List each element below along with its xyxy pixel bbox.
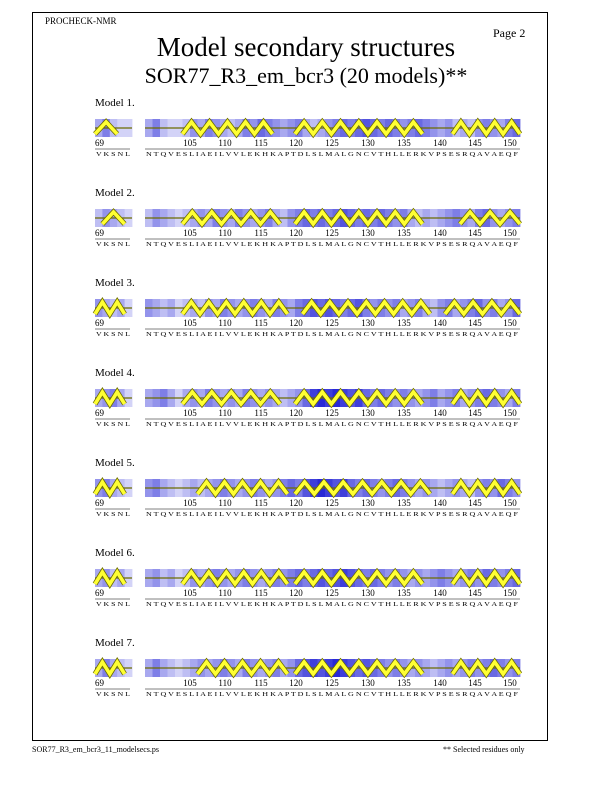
axis-tick-label: 140 <box>433 318 447 328</box>
axis-tick-label: 130 <box>361 408 375 418</box>
axis-tick-label: 140 <box>433 138 447 148</box>
model-label: Model 7. <box>95 637 135 649</box>
model-label: Model 6. <box>95 547 135 559</box>
axis-tick-label: 150 <box>503 498 517 508</box>
residue-sequence-1: V K S N L <box>96 151 131 158</box>
axis-tick-label: 120 <box>289 228 303 238</box>
footer-filename: SOR77_R3_em_bcr3_11_modelsecs.ps <box>32 745 160 754</box>
axis-tick-label: 105 <box>183 408 197 418</box>
axis-start-label: 69 <box>95 138 104 148</box>
axis-tick-label: 125 <box>325 318 339 328</box>
residue-sequence-2: N T Q V E S L I A E I L V V L E K H K A P T D L S L M A L G N C V T H L L E R K V P S E S R Q A V A E Q F <box>146 601 519 608</box>
axis-tick-label: 120 <box>289 138 303 148</box>
axis-start-label: 69 <box>95 408 104 418</box>
axis-tick-label: 150 <box>503 138 517 148</box>
axis-tick-label: 150 <box>503 408 517 418</box>
model-label: Model 1. <box>95 97 135 109</box>
residue-sequence-1: V K S N L <box>96 511 131 518</box>
model-label: Model 2. <box>95 187 135 199</box>
residue-sequence-1: V K S N L <box>96 601 131 608</box>
axis-tick-label: 145 <box>468 138 482 148</box>
axis-tick-label: 145 <box>468 588 482 598</box>
axis-tick-label: 120 <box>289 498 303 508</box>
model-label: Model 5. <box>95 457 135 469</box>
axis-tick-label: 105 <box>183 588 197 598</box>
axis-tick-label: 145 <box>468 228 482 238</box>
axis-tick-label: 120 <box>289 678 303 688</box>
axis-tick-label: 125 <box>325 228 339 238</box>
axis-tick-label: 120 <box>289 408 303 418</box>
axis-tick-label: 135 <box>397 138 411 148</box>
axis-tick-label: 130 <box>361 318 375 328</box>
residue-sequence-1: V K S N L <box>96 241 131 248</box>
axis-tick-label: 135 <box>397 318 411 328</box>
axis-tick-label: 130 <box>361 498 375 508</box>
axis-tick-label: 120 <box>289 588 303 598</box>
model-label: Model 4. <box>95 367 135 379</box>
page-number: Page 2 <box>493 26 526 40</box>
residue-sequence-2: N T Q V E S L I A E I L V V L E K H K A P T D L S L M A L G N C V T H L L E R K V P S E S R Q A V A E Q F <box>146 151 519 158</box>
axis-tick-label: 130 <box>361 588 375 598</box>
axis-tick-label: 115 <box>254 138 268 148</box>
axis-tick-label: 135 <box>397 408 411 418</box>
axis-tick-label: 140 <box>433 408 447 418</box>
residue-sequence-2: N T Q V E S L I A E I L V V L E K H K A P T D L S L M A L G N C V T H L L E R K V P S E S R Q A V A E Q F <box>146 511 519 518</box>
axis-tick-label: 135 <box>397 498 411 508</box>
footer-note: ** Selected residues only <box>443 745 525 754</box>
axis-start-label: 69 <box>95 318 104 328</box>
axis-tick-label: 140 <box>433 228 447 238</box>
axis-tick-label: 140 <box>433 498 447 508</box>
model-panel <box>95 277 520 338</box>
axis-tick-label: 110 <box>218 138 232 148</box>
axis-tick-label: 115 <box>254 678 268 688</box>
axis-tick-label: 150 <box>503 678 517 688</box>
axis-tick-label: 140 <box>433 588 447 598</box>
axis-start-label: 69 <box>95 498 104 508</box>
axis-tick-label: 135 <box>397 678 411 688</box>
axis-tick-label: 110 <box>218 318 232 328</box>
model-panel <box>95 457 520 518</box>
axis-tick-label: 110 <box>218 588 232 598</box>
residue-sequence-2: N T Q V E S L I A E I L V V L E K H K A P T D L S L M A L G N C V T H L L E R K V P S E S R Q A V A E Q F <box>146 241 519 248</box>
axis-tick-label: 135 <box>397 588 411 598</box>
residue-sequence-2: N T Q V E S L I A E I L V V L E K H K A P T D L S L M A L G N C V T H L L E R K V P S E S R Q A V A E Q F <box>146 421 519 428</box>
axis-tick-label: 120 <box>289 318 303 328</box>
axis-tick-label: 150 <box>503 318 517 328</box>
model-panel <box>95 637 520 698</box>
page-title: Model secondary structures <box>156 32 456 62</box>
residue-sequence-1: V K S N L <box>96 331 131 338</box>
model-panel <box>95 547 520 608</box>
model-panel <box>95 97 520 158</box>
residue-sequence-2: N T Q V E S L I A E I L V V L E K H K A P T D L S L M A L G N C V T H L L E R K V P S E S R Q A V A E Q F <box>146 331 519 338</box>
axis-tick-label: 145 <box>468 408 482 418</box>
axis-tick-label: 105 <box>183 678 197 688</box>
axis-tick-label: 110 <box>218 228 232 238</box>
axis-tick-label: 105 <box>183 318 197 328</box>
axis-tick-label: 110 <box>218 678 232 688</box>
axis-start-label: 69 <box>95 588 104 598</box>
axis-tick-label: 130 <box>361 678 375 688</box>
axis-tick-label: 140 <box>433 678 447 688</box>
page-subtitle: SOR77_R3_em_bcr3 (20 models)** <box>144 63 468 88</box>
axis-tick-label: 150 <box>503 228 517 238</box>
model-label: Model 3. <box>95 277 135 289</box>
axis-tick-label: 125 <box>325 588 339 598</box>
axis-tick-label: 125 <box>325 498 339 508</box>
axis-tick-label: 110 <box>218 408 232 418</box>
axis-tick-label: 130 <box>361 228 375 238</box>
program-name: PROCHECK-NMR <box>45 16 117 26</box>
axis-tick-label: 145 <box>468 498 482 508</box>
axis-tick-label: 105 <box>183 228 197 238</box>
axis-tick-label: 115 <box>254 588 268 598</box>
axis-tick-label: 105 <box>183 498 197 508</box>
residue-sequence-1: V K S N L <box>96 421 131 428</box>
axis-tick-label: 145 <box>468 318 482 328</box>
axis-tick-label: 115 <box>254 318 268 328</box>
axis-start-label: 69 <box>95 678 104 688</box>
residue-sequence-1: V K S N L <box>96 691 131 698</box>
axis-tick-label: 115 <box>254 228 268 238</box>
axis-tick-label: 105 <box>183 138 197 148</box>
axis-tick-label: 130 <box>361 138 375 148</box>
model-panel <box>95 187 520 248</box>
axis-tick-label: 110 <box>218 498 232 508</box>
axis-tick-label: 115 <box>254 408 268 418</box>
model-panel <box>95 367 520 428</box>
axis-tick-label: 125 <box>325 138 339 148</box>
axis-tick-label: 145 <box>468 678 482 688</box>
residue-sequence-2: N T Q V E S L I A E I L V V L E K H K A P T D L S L M A L G N C V T H L L E R K V P S E S R Q A V A E Q F <box>146 691 519 698</box>
axis-tick-label: 115 <box>254 498 268 508</box>
axis-start-label: 69 <box>95 228 104 238</box>
axis-tick-label: 150 <box>503 588 517 598</box>
axis-tick-label: 135 <box>397 228 411 238</box>
axis-tick-label: 125 <box>325 678 339 688</box>
axis-tick-label: 125 <box>325 408 339 418</box>
